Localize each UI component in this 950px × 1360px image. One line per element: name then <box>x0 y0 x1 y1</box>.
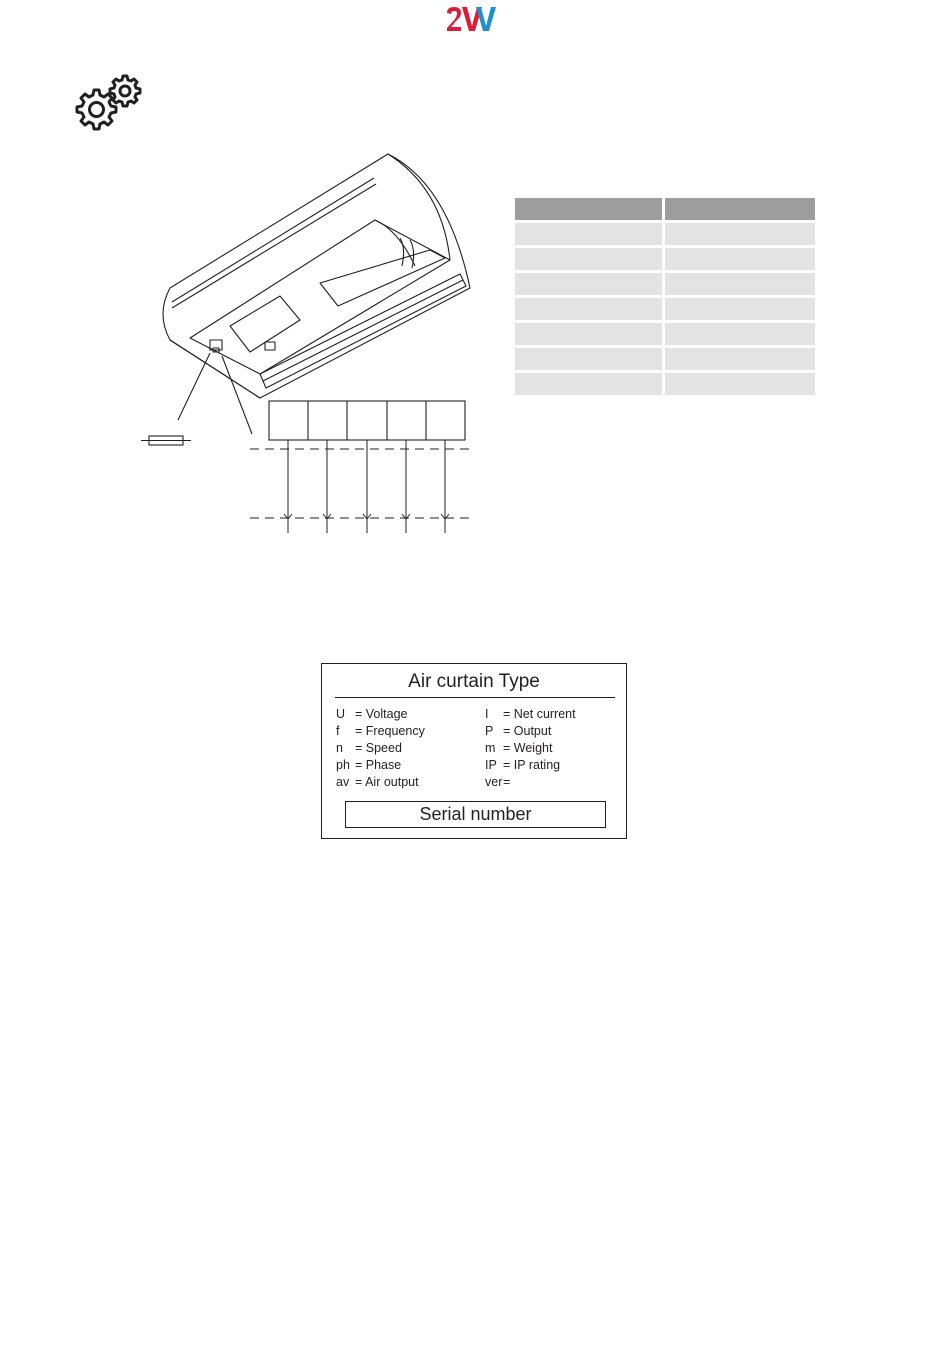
definition: = Weight <box>503 741 553 755</box>
type-plate-line <box>336 740 425 757</box>
gears-icon <box>72 72 146 136</box>
air-curtain-drawing <box>130 148 490 538</box>
type-plate-line <box>336 706 425 723</box>
type-plate-line <box>485 723 576 740</box>
symbol: ph <box>336 758 350 772</box>
type-plate-line <box>336 723 425 740</box>
type-plate-left-column <box>336 706 425 791</box>
definition: = <box>503 775 511 789</box>
definition: = IP rating <box>503 758 561 772</box>
table-cell <box>515 373 662 395</box>
table-header-cell <box>665 198 815 220</box>
definition: = Speed <box>355 741 402 755</box>
definition: = Phase <box>355 758 402 772</box>
definition: = Frequency <box>355 724 425 738</box>
symbol: n <box>336 741 343 755</box>
table-row <box>515 273 815 295</box>
serial-number-box: Serial number <box>345 801 606 828</box>
symbol: P <box>485 724 494 738</box>
definition: = Net current <box>503 707 576 721</box>
table-header-row <box>515 198 815 220</box>
table-row <box>515 323 815 345</box>
symbol: m <box>485 741 496 755</box>
type-plate-line <box>485 774 576 791</box>
symbol: ver <box>485 775 503 789</box>
table-cell <box>515 323 662 345</box>
symbol: f <box>336 724 340 738</box>
symbol: I <box>485 707 489 721</box>
type-plate-line <box>336 757 425 774</box>
symbol: av <box>336 775 350 789</box>
table-cell <box>665 223 815 245</box>
table-row <box>515 373 815 395</box>
table-cell <box>665 373 815 395</box>
type-plate-line <box>336 774 425 791</box>
table-cell <box>515 348 662 370</box>
symbol: U <box>336 707 346 721</box>
definition: = Output <box>503 724 552 738</box>
table-header-cell <box>515 198 662 220</box>
table-row <box>515 348 815 370</box>
table-cell <box>515 273 662 295</box>
definition: = Air output <box>355 775 419 789</box>
table-row <box>515 223 815 245</box>
table-cell <box>665 248 815 270</box>
table-cell <box>665 273 815 295</box>
type-plate-line <box>485 757 576 774</box>
table-row <box>515 248 815 270</box>
type-plate-right-column <box>485 706 576 791</box>
type-plate <box>321 663 627 839</box>
table-cell <box>665 323 815 345</box>
type-plate-title: Air curtain Type <box>408 671 540 692</box>
type-plate-line <box>485 740 576 757</box>
brand-logo <box>445 4 497 34</box>
definition: = Voltage <box>355 707 408 721</box>
type-plate-line <box>485 706 576 723</box>
terminal-block <box>269 401 465 440</box>
divider <box>335 697 615 698</box>
table-cell <box>665 348 815 370</box>
specification-table <box>515 198 815 395</box>
table-cell <box>515 298 662 320</box>
table-cell <box>515 248 662 270</box>
table-cell <box>515 223 662 245</box>
table-cell <box>665 298 815 320</box>
table-row <box>515 298 815 320</box>
symbol: IP <box>485 758 497 772</box>
